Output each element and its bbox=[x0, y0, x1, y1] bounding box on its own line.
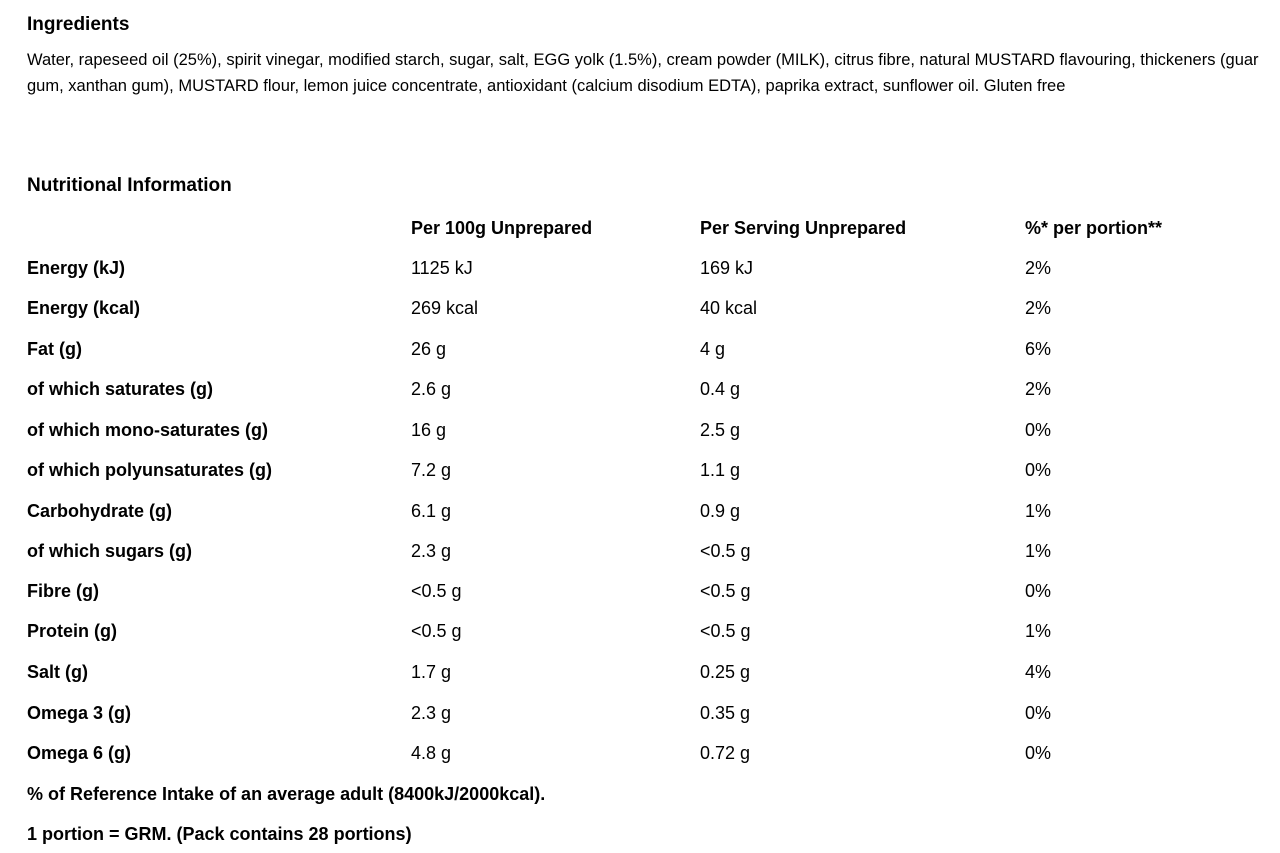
per-100g-value: <0.5 g bbox=[411, 621, 462, 641]
nutrient-name: of which polyunsaturates (g) bbox=[27, 460, 273, 480]
per-serving-value: 0.72 g bbox=[700, 743, 751, 763]
ingredients-heading: Ingredients bbox=[27, 14, 130, 35]
per-serving-value: 40 kcal bbox=[700, 298, 758, 318]
per-serving-value: 4 g bbox=[700, 339, 726, 359]
per-100g-value: <0.5 g bbox=[411, 581, 462, 601]
per-100g-value: 16 g bbox=[411, 420, 447, 440]
per-100g-value: 2.6 g bbox=[411, 379, 452, 399]
nutrient-name: Protein (g) bbox=[27, 621, 117, 641]
percent-portion-value: 0% bbox=[1025, 581, 1052, 601]
per-serving-value: 0.35 g bbox=[700, 703, 751, 723]
table-row bbox=[0, 701, 1280, 725]
nutrient-name: Energy (kJ) bbox=[27, 258, 126, 278]
percent-portion-value: 6% bbox=[1025, 339, 1052, 359]
per-serving-value: <0.5 g bbox=[700, 581, 751, 601]
nutrient-name: of which mono-saturates (g) bbox=[27, 420, 269, 440]
per-100g-value: 269 kcal bbox=[411, 298, 479, 318]
table-header-row bbox=[0, 216, 1280, 240]
reference-intake-note: % of Reference Intake of an average adult (8400kJ/2000kcal). bbox=[27, 784, 546, 804]
table-row bbox=[0, 660, 1280, 684]
percent-portion-value: 1% bbox=[1025, 501, 1052, 521]
per-100g-value: 2.3 g bbox=[411, 541, 452, 561]
column-header-per-serving: Per Serving Unprepared bbox=[700, 218, 907, 238]
percent-portion-value: 0% bbox=[1025, 743, 1052, 763]
per-100g-value: 7.2 g bbox=[411, 460, 452, 480]
per-100g-value: 6.1 g bbox=[411, 501, 452, 521]
percent-portion-value: 0% bbox=[1025, 460, 1052, 480]
table-row bbox=[0, 499, 1280, 523]
per-serving-value: 2.5 g bbox=[700, 420, 741, 440]
nutrient-name: Salt (g) bbox=[27, 662, 88, 682]
nutrient-name: Fat (g) bbox=[27, 339, 82, 359]
nutrient-name: of which saturates (g) bbox=[27, 379, 214, 399]
percent-portion-value: 0% bbox=[1025, 420, 1052, 440]
per-serving-value: 0.4 g bbox=[700, 379, 741, 399]
per-serving-value: 0.25 g bbox=[700, 662, 751, 682]
nutrient-name: of which sugars (g) bbox=[27, 541, 193, 561]
portion-note: 1 portion = GRM. (Pack contains 28 portions) bbox=[27, 824, 412, 844]
percent-portion-value: 0% bbox=[1025, 703, 1052, 723]
percent-portion-value: 2% bbox=[1025, 258, 1052, 278]
per-serving-value: <0.5 g bbox=[700, 541, 751, 561]
table-row bbox=[0, 619, 1280, 643]
percent-portion-value: 1% bbox=[1025, 621, 1052, 641]
nutrient-name: Carbohydrate (g) bbox=[27, 501, 173, 521]
per-serving-value: 0.9 g bbox=[700, 501, 741, 521]
nutrient-name: Fibre (g) bbox=[27, 581, 99, 601]
per-100g-value: 26 g bbox=[411, 339, 447, 359]
table-row bbox=[0, 418, 1280, 442]
per-100g-value: 1125 kJ bbox=[411, 258, 473, 278]
nutrient-name: Energy (kcal) bbox=[27, 298, 141, 318]
percent-portion-value: 2% bbox=[1025, 379, 1052, 399]
table-row bbox=[0, 458, 1280, 482]
nutrient-name: Omega 3 (g) bbox=[27, 703, 132, 723]
table-row bbox=[0, 256, 1280, 280]
table-row bbox=[0, 337, 1280, 361]
nutrition-heading: Nutritional Information bbox=[27, 175, 232, 196]
column-header-percent-portion: %* per portion** bbox=[1025, 218, 1163, 238]
per-serving-value: <0.5 g bbox=[700, 621, 751, 641]
table-row bbox=[0, 741, 1280, 765]
table-row bbox=[0, 539, 1280, 563]
per-serving-value: 1.1 g bbox=[700, 460, 741, 480]
per-100g-value: 1.7 g bbox=[411, 662, 452, 682]
column-header-per-100g: Per 100g Unprepared bbox=[411, 218, 593, 238]
per-100g-value: 2.3 g bbox=[411, 703, 452, 723]
percent-portion-value: 2% bbox=[1025, 298, 1052, 318]
nutrient-name: Omega 6 (g) bbox=[27, 743, 132, 763]
percent-portion-value: 1% bbox=[1025, 541, 1052, 561]
per-serving-value: 169 kJ bbox=[700, 258, 754, 278]
per-100g-value: 4.8 g bbox=[411, 743, 452, 763]
percent-portion-value: 4% bbox=[1025, 662, 1052, 682]
table-row bbox=[0, 296, 1280, 320]
ingredients-text: Water, rapeseed oil (25%), spirit vinegar, modified starch, sugar, salt, EGG yolk (1.5%), cream powder (MILK), citrus fibre, natural MUSTARD flavouring, thickeners (guar gum, xanthan gum), MUSTARD flour, lemon juice concentrate, antioxidant (calcium disodium EDTA), paprika extract, sunflower oil. Gluten free bbox=[27, 51, 1259, 95]
table-row bbox=[0, 579, 1280, 603]
table-row bbox=[0, 377, 1280, 401]
